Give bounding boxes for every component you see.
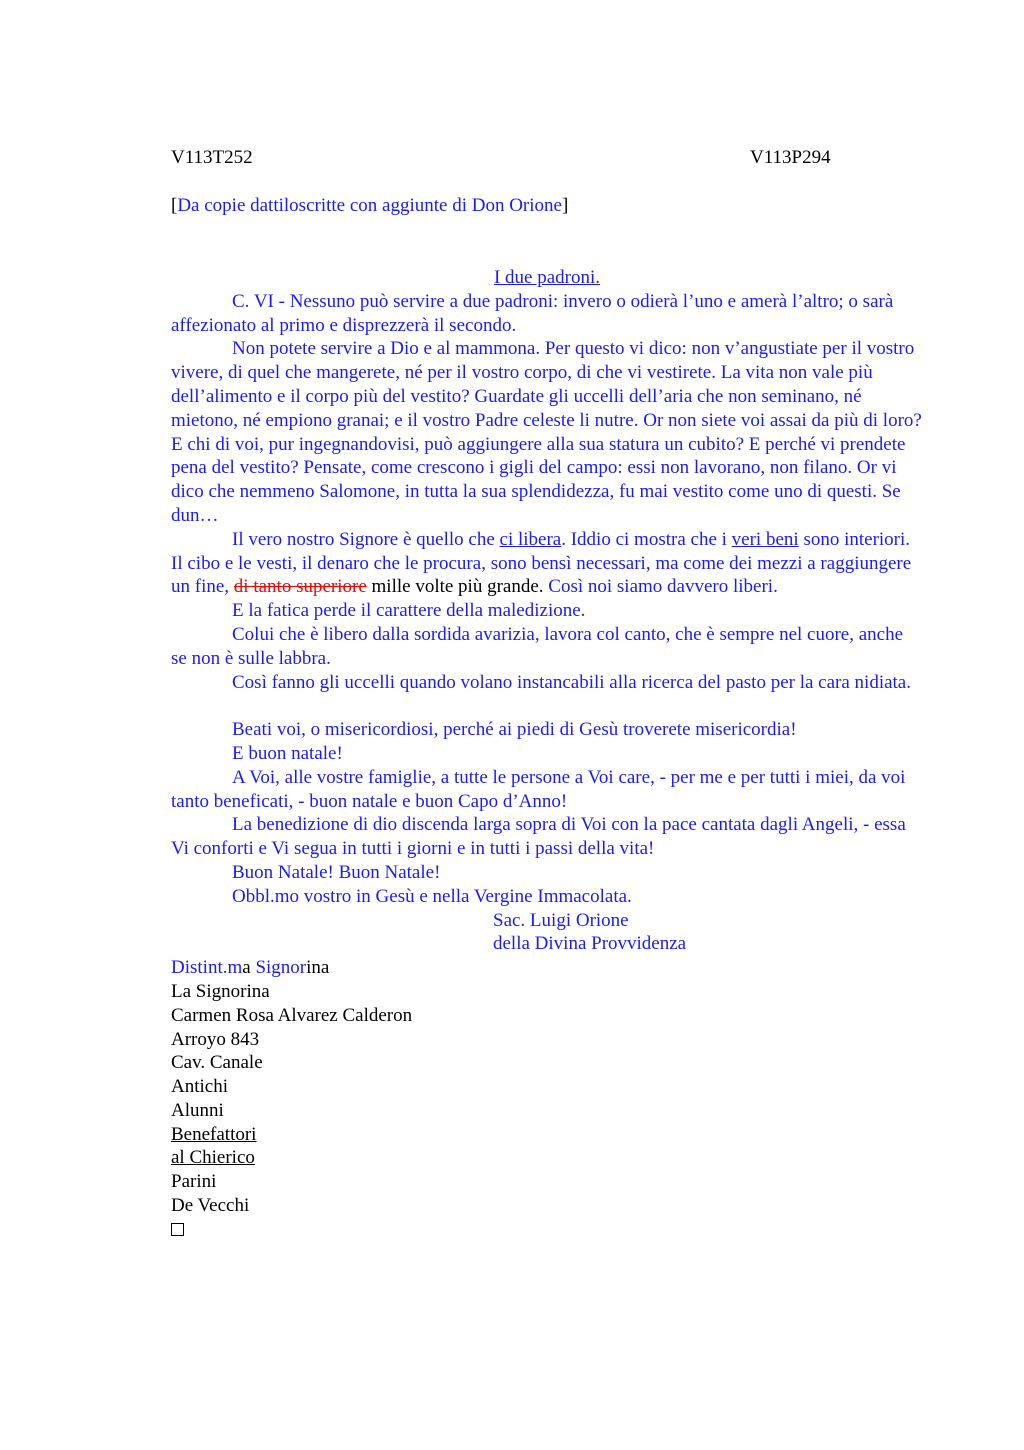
underlined-phrase: veri beni (731, 528, 799, 550)
paragraph: Così fanno gli uccelli quando volano instancabili alla ricerca del pasto per la cara nidiata. (232, 671, 911, 693)
end-marker (171, 1218, 923, 1243)
letter-title (171, 266, 923, 290)
paragraph-segment: Il vero nostro Signore è quello che (232, 528, 500, 550)
address-line-underlined: Benefattori (171, 1123, 257, 1145)
letter-title-text: I due padroni. (493, 267, 601, 288)
handwritten-addition: mille volte più grande. (366, 576, 544, 598)
empty-square-icon (171, 1223, 184, 1236)
signature-name: Sac. Luigi Orione (493, 909, 629, 931)
address-line: Antichi (171, 1076, 228, 1098)
address-line: De Vecchi (171, 1195, 250, 1217)
paragraph: La benedizione di dio discenda larga sopra di Voi con la pace cantata dagli Angeli, - essa Vi conforti e Vi segua in tutti i giorni e in tutti i passi della vita! (171, 814, 906, 860)
letter-body (171, 266, 923, 1243)
paragraph: E la fatica perde il carattere della maledizione. (232, 600, 586, 622)
address-line: Alunni (171, 1099, 224, 1121)
paragraph: Beati voi, o misericordiosi, perché ai piedi di Gesù troverete misericordia! (232, 719, 797, 741)
paragraph: A Voi, alle vostre famiglie, a tutte le persone a Voi care, - per me e per tutti i miei, da voi tanto beneficati, - buon natale e buon Capo d’Anno! (171, 766, 906, 812)
address-line: Cav. Canale (171, 1052, 263, 1074)
address-line: Parini (171, 1171, 217, 1193)
paragraph: Buon Natale! Buon Natale! (232, 861, 441, 883)
paragraph-gap (171, 694, 923, 718)
salutation-segment: Distint.m (171, 957, 243, 979)
document-code-right: V113P294 (750, 147, 831, 168)
underlined-phrase: ci libera (499, 528, 562, 550)
paragraph-segment: Così noi siamo davvero liberi. (543, 576, 778, 598)
salutation-segment: ina (306, 957, 330, 979)
paragraph (171, 528, 923, 599)
address-line-underlined: al Chierico (171, 1147, 255, 1169)
salutation-segment: Signor (250, 957, 307, 979)
paragraph: E buon natale! (232, 742, 343, 764)
paragraph: Non potete servire a Dio e al mammona. Per questo vi dico: non v’angustiate per il vostro vivere, di quel che mangerete, né per il vostro corpo, di che vi vestirete. La vita non vale più dell’alimento e il corpo più del vestito? Guardate gli uccelli dell’aria che non seminano, né mietono, né empiono granai; e il vostro Padre celeste li nutre. Or non siete voi assai da più di loro? E chi di voi, pur ingegnandovisi, può aggiungere alla sua statura un cubito? E perché vi prendete pena del vestito? Pensate, come crescono i gigli del campo: essi non lavorano, non filano. Or vi dico che nemmeno Salomone, in tutta la sua splendidezza, fu mai vestito come uno di questi. Se dun… (171, 338, 922, 526)
paragraph-segment: sono interiori. Il cibo e le vesti, il denaro che le procura, sono bensì necessari, ma come dei mezzi a raggiungere un fine, (171, 528, 912, 598)
salutation-segment: a (242, 957, 251, 979)
bracket-close: ] (561, 195, 569, 216)
document-code-left: V113T252 (171, 147, 253, 168)
closing-line: Obbl.mo vostro in Gesù e nella Vergine Immacolata. (232, 885, 632, 907)
paragraph-segment: . Iddio ci mostra che i (561, 528, 732, 550)
address-salutation (171, 956, 923, 980)
paragraph: Colui che è libero dalla sordida avarizia, lavora col canto, che è sempre nel cuore, anche se non è sulle labbra. (171, 623, 904, 669)
struck-out-phrase: di tanto superiore (233, 576, 367, 598)
address-line: La Signorina (171, 980, 270, 1002)
paragraph: C. VI - Nessuno può servire a due padroni: invero o odierà l’uno e amerà l’altro; o sarà affezionato al primo e disprezzerà il secondo. (171, 290, 894, 336)
address-line: Arroyo 843 (171, 1028, 260, 1050)
source-note (171, 195, 568, 217)
source-note-text: Da copie dattiloscritte con aggiunte di Don Orione (177, 195, 562, 216)
signature-title: della Divina Provvidenza (493, 933, 687, 955)
address-line: Carmen Rosa Alvarez Calderon (171, 1004, 413, 1026)
bracket-open: [ (171, 195, 178, 216)
